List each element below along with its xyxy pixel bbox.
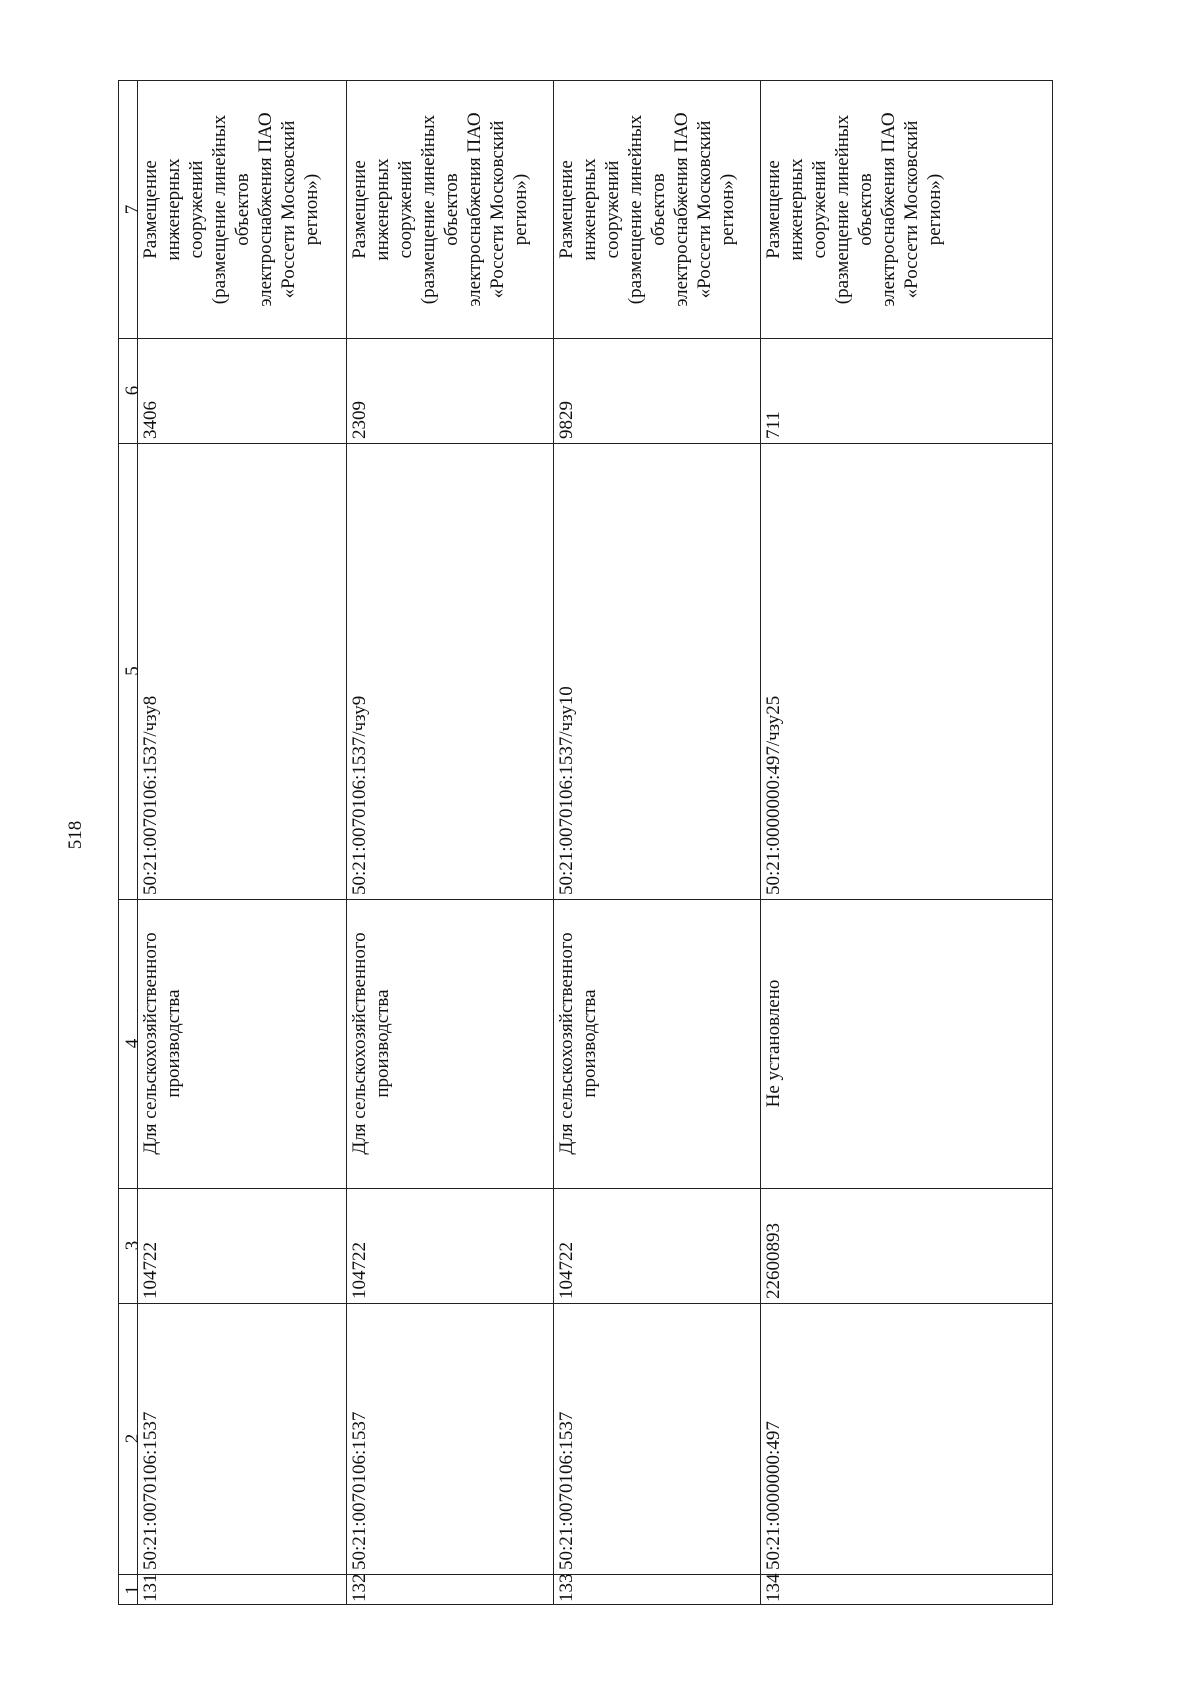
cell-part-number-line: 50:21:0070106:1537/чзу9 [349, 695, 370, 895]
cell-part-number-line: 50:21:0000000:497/чзу25 [763, 695, 784, 895]
cell-num-line: 134 [763, 1573, 784, 1602]
cell-purpose [555, 81, 762, 338]
cell-cadastral-line: 50:21:0070106:1537 [556, 1411, 577, 1570]
cell-part-number [348, 443, 555, 899]
cell-purpose-line: «Россети Московский [694, 120, 715, 299]
cell-purpose-line: регион») [924, 173, 945, 246]
cell-cadastral [555, 1303, 762, 1574]
cell-usage-line: производства [163, 989, 184, 1098]
cell-purpose-line: электроснабжения ПАО [464, 112, 485, 307]
cell-usage-line: Для сельскохозяйственного [140, 932, 161, 1155]
cell-num-line: 131 [140, 1573, 161, 1602]
cell-usage [348, 899, 555, 1188]
column-header-1 [121, 1574, 143, 1606]
cell-purpose-line: регион») [717, 173, 738, 246]
cell-purpose-line: объектов [648, 173, 669, 246]
cell-cadastral-line: 50:21:0070106:1537 [349, 1411, 370, 1570]
column-header-2-line: 2 [122, 1433, 143, 1444]
cell-purpose-line: регион») [301, 173, 322, 246]
cell-usage-line: производства [372, 989, 393, 1098]
column-header-3 [121, 1188, 143, 1303]
cell-area-total [348, 1188, 555, 1303]
cell-purpose-line: Размещение [140, 160, 161, 259]
cell-num [555, 1574, 762, 1606]
cell-purpose-line: Размещение [556, 160, 577, 259]
cell-purpose-line: (размещение линейных [625, 114, 646, 305]
cell-usage-line: Не установлено [763, 979, 784, 1108]
cell-area-total-line: 22600893 [763, 1223, 784, 1299]
cell-purpose [762, 81, 1056, 338]
cell-purpose-line: электроснабжения ПАО [671, 112, 692, 307]
cell-area-part-line: 9829 [556, 401, 577, 439]
cell-purpose-line: (размещение линейных [209, 114, 230, 305]
cell-purpose-line: (размещение линейных [418, 114, 439, 305]
cell-purpose-line: электроснабжения ПАО [878, 112, 899, 307]
column-header-4-line: 4 [122, 1038, 143, 1049]
cell-area-part [348, 338, 555, 443]
cell-area-total [555, 1188, 762, 1303]
cell-usage-line: производства [579, 989, 600, 1098]
cell-purpose [139, 81, 348, 338]
cell-usage-line: Для сельскохозяйственного [349, 932, 370, 1155]
cell-purpose-line: объектов [855, 173, 876, 246]
cell-area-total-line: 104722 [556, 1242, 577, 1299]
cell-cadastral [762, 1303, 1056, 1574]
cell-cadastral [348, 1303, 555, 1574]
cell-area-total [762, 1188, 1056, 1303]
cell-purpose-line: инженерных [372, 158, 393, 261]
cell-purpose-line: объектов [441, 173, 462, 246]
cell-purpose-line: инженерных [786, 158, 807, 261]
cell-area-part-line: 2309 [349, 401, 370, 439]
column-header-4 [121, 899, 143, 1188]
cell-area-part [139, 338, 348, 443]
cell-part-number [762, 443, 1056, 899]
cell-purpose-line: инженерных [579, 158, 600, 261]
cell-num-line: 132 [349, 1573, 370, 1602]
cell-num [348, 1574, 555, 1606]
cell-usage-line: Для сельскохозяйственного [556, 932, 577, 1155]
cell-purpose-line: регион») [510, 173, 531, 246]
cell-usage [762, 899, 1056, 1188]
cell-part-number [139, 443, 348, 899]
cell-purpose [348, 81, 555, 338]
cell-purpose-line: сооружений [809, 160, 830, 259]
cell-purpose-line: Размещение [349, 160, 370, 259]
cell-num [762, 1574, 1056, 1606]
land-parcel-table [118, 80, 1053, 1605]
cell-num [139, 1574, 348, 1606]
cell-cadastral-line: 50:21:0070106:1537 [140, 1411, 161, 1570]
cell-cadastral [139, 1303, 348, 1574]
cell-purpose-line: сооружений [186, 160, 207, 259]
cell-area-total [139, 1188, 348, 1303]
column-header-6-line: 6 [122, 385, 143, 396]
cell-area-total-line: 104722 [349, 1242, 370, 1299]
column-header-6 [121, 338, 143, 443]
cell-usage [555, 899, 762, 1188]
cell-purpose-line: электроснабжения ПАО [255, 112, 276, 307]
cell-area-part [555, 338, 762, 443]
cell-purpose-line: сооружений [602, 160, 623, 259]
cell-part-number [555, 443, 762, 899]
column-header-1-line: 1 [122, 1585, 143, 1595]
cell-purpose-line: «Россети Московский [278, 120, 299, 299]
column-header-2 [121, 1303, 143, 1574]
cell-purpose-line: Размещение [763, 160, 784, 259]
column-header-3-line: 3 [122, 1240, 143, 1251]
cell-part-number-line: 50:21:0070106:1537/чзу8 [140, 695, 161, 895]
cell-purpose-line: сооружений [395, 160, 416, 259]
cell-purpose-line: (размещение линейных [832, 114, 853, 305]
cell-cadastral-line: 50:21:0000000:497 [763, 1421, 784, 1570]
column-header-7-line: 7 [122, 204, 143, 215]
cell-purpose-line: объектов [232, 173, 253, 246]
cell-area-part-line: 711 [763, 411, 784, 439]
cell-area-part [762, 338, 1056, 443]
cell-area-total-line: 104722 [140, 1242, 161, 1299]
cell-part-number-line: 50:21:0070106:1537/чзу10 [556, 686, 577, 895]
column-header-5 [121, 443, 143, 899]
column-header-5-line: 5 [122, 666, 143, 676]
cell-purpose-line: инженерных [163, 158, 184, 261]
column-header-7 [121, 81, 143, 338]
cell-purpose-line: «Россети Московский [901, 120, 922, 299]
cell-area-part-line: 3406 [140, 401, 161, 439]
cell-usage [139, 899, 348, 1188]
cell-purpose-line: «Россети Московский [487, 120, 508, 299]
page-number: 518 [65, 820, 86, 850]
cell-num-line: 133 [556, 1573, 577, 1602]
